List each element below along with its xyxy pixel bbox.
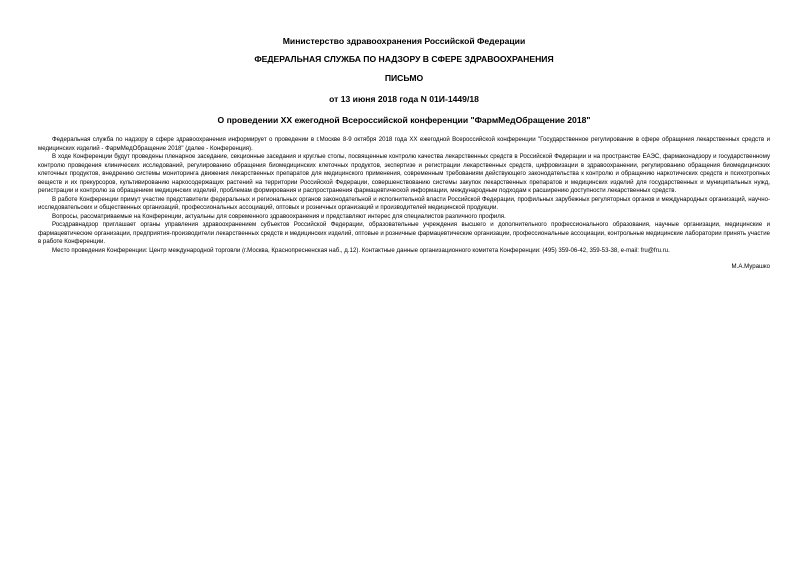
document-type: ПИСЬМО (384, 73, 424, 83)
paragraph-participants: В работе Конференции примут участие представители федеральных и региональных органов законодательной и исполнительной власти Российской Федерации, профильных зарубежных регуляторных органов и международных организаций, научно-исследовательских и общественных организаций, профессиональных ассоциаций, оптовых и розничных организаций и производителей медицинской продукции. (38, 195, 770, 211)
paragraph-relevance: Вопросы, рассматриваемые на Конференции, актуальны для современного здравоохранения и представляют интерес для специалистов различного профиля. (52, 212, 506, 220)
paragraph-intro: Федеральная служба по надзору в сфере здравоохранения информирует о проведении в г.Москве 8-9 октября 2018 года XX ежегодной Всероссийской конференции "Государственное регулирование в сфере обращения лекарственных средств и медицинских изделий - ФармМедОбращение 2018" (далее - Конференция). (38, 136, 770, 152)
ministry-heading: Министерство здравоохранения Российской Федерации (282, 36, 526, 46)
paragraph-topics: В ходе Конференции будут проведены пленарное заседание, секционные заседания и круглые столы, посвященные контролю качества лекарственных средств в Российской Федерации и на пространстве ЕАЭС, фармаконадзору и государственному контролю проведения клинических исследований, регулированию обращения биомедицинских клеточных продуктов, экспертизе и регистрации лекарственных средств, цифровизации в здравоохранении, регулированию обращения биомедицинских клеточных продуктов, внедрению системы мониторинга движения лекарственных препаратов для медицинского применения, современным требованиям действующего законодательства к контролю и обращению наркотических средств и психотропных веществ и их прекурсоров, культивированию наркосодержащих растений на территории Российской Федерации, совершенствованию системы закупок лекарственных препаратов и медицинских изделий для государственных и муниципальных нужд, регистрации и контролю за обращением медицинских изделий, проблемам формирования и распространения фармацевтической информации, международным подходам к расширению доступности лекарственных средств. (38, 153, 770, 194)
paragraph-venue: Место проведения Конференции: Центр международной торговли (г.Москва, Краснопресненская наб., д.12). Контактные данные организационного комитета Конференции: (495) 359-06-42, 359-53-38, e-mail: fru@fru.ru. (52, 246, 670, 254)
document-page (38, 36, 770, 272)
paragraph-invitation: Росздравнадзор приглашает органы управления здравоохранением субъектов Российской Федерации, образовательные учреждения высшего и дополнительного профессионального образования, научные организации, медицинские и фармацевтические организации, предприятия-производители лекарственных средств и медицинских изделий, оптовые и розничные фармацевтические организации, профессиональные ассоциации, контрольные медицинские лаборатории принять участие в работе Конференции. (38, 221, 770, 245)
date-number: от 13 июня 2018 года N 01И-1449/18 (329, 94, 479, 104)
signature: М.А.Мурашко (731, 263, 770, 270)
document-body (38, 136, 770, 255)
service-heading: ФЕДЕРАЛЬНАЯ СЛУЖБА ПО НАДЗОРУ В СФЕРЕ ЗДРАВООХРАНЕНИЯ (254, 54, 554, 64)
document-subject: О проведении XX ежегодной Всероссийской конференции "ФармМедОбращение 2018" (217, 115, 591, 125)
